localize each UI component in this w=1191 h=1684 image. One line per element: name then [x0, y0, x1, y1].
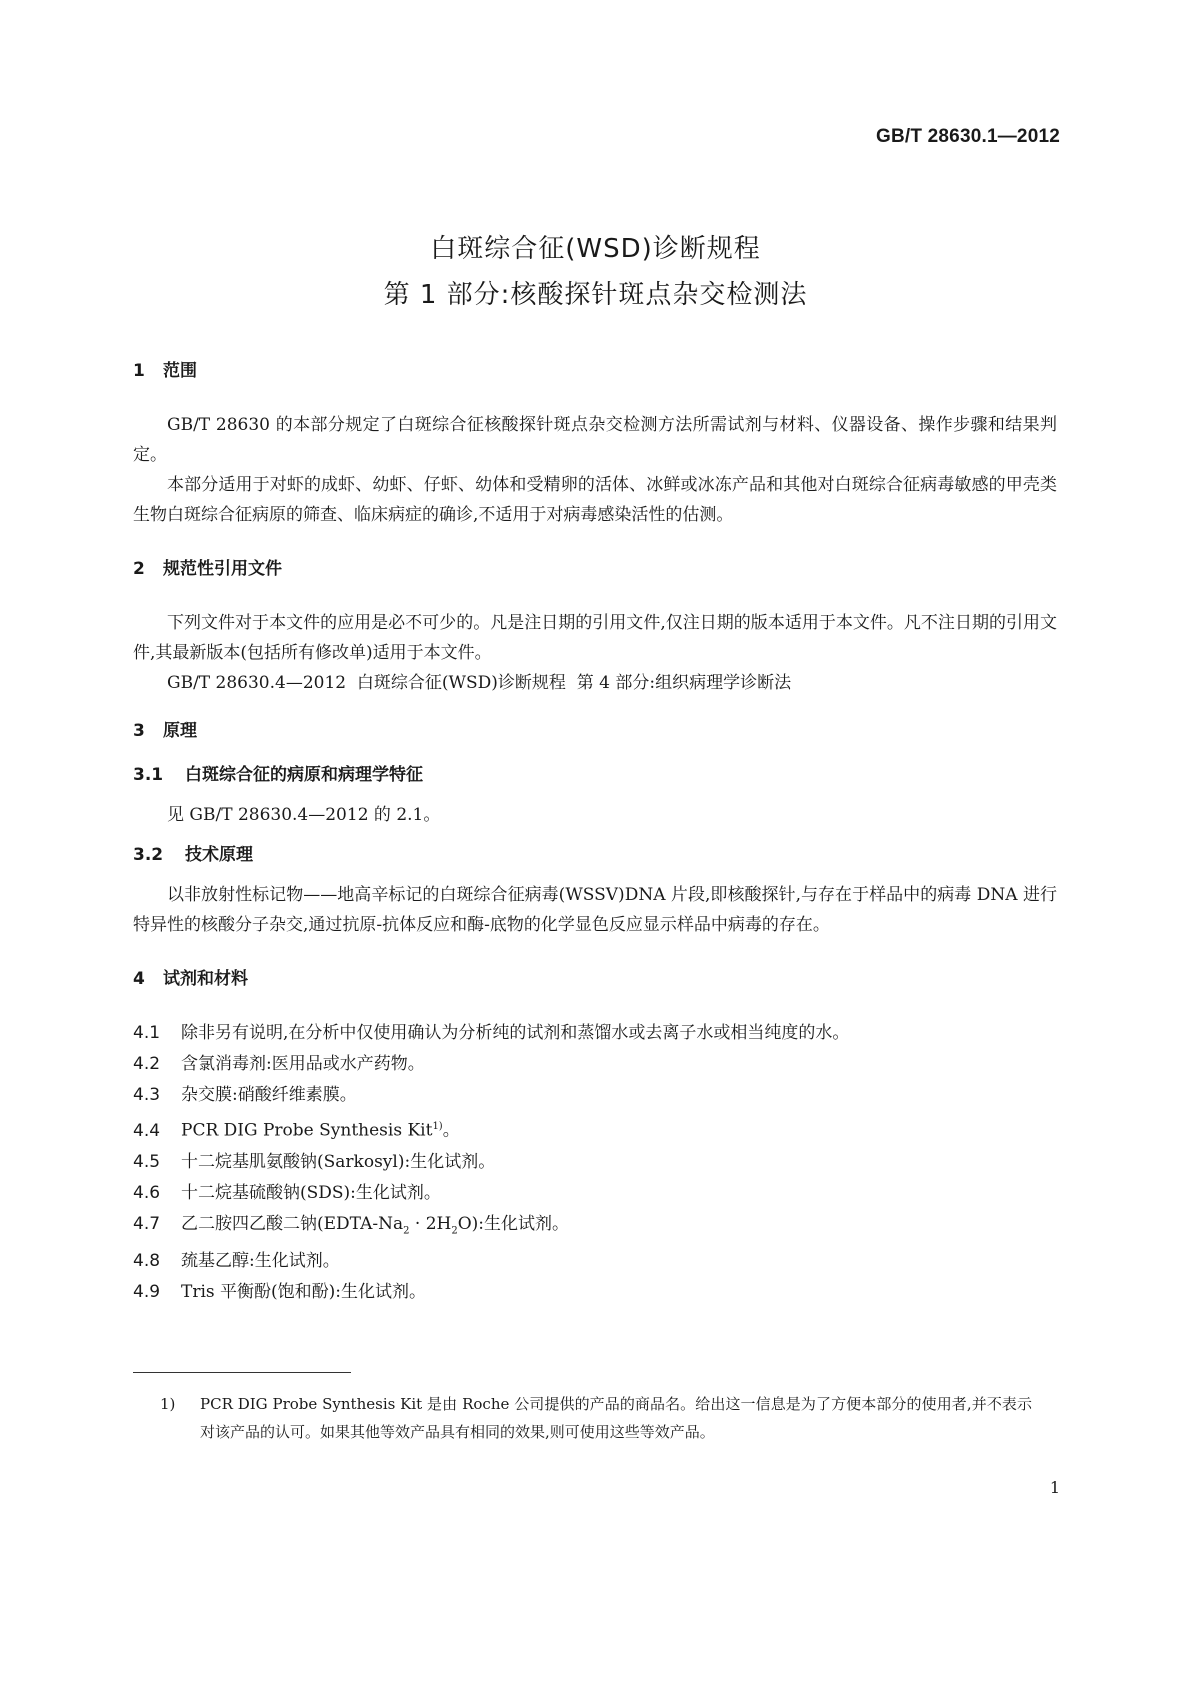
item-text: 杂交膜:硝酸纤维素膜。 [181, 1085, 357, 1105]
section-title: 原理 [163, 721, 197, 741]
item-number: 4.8 [133, 1251, 161, 1272]
section-number: 2 [133, 559, 145, 579]
item-number: 4.7 [133, 1213, 161, 1234]
page-number: 1 [1049, 1478, 1060, 1497]
standard-number: GB/T 28630.1—2012 [875, 126, 1060, 147]
footnote [160, 1390, 1040, 1446]
subscript: 2 [451, 1225, 458, 1237]
item-text: 十二烷基肌氨酸钠(Sarkosyl):生化试剂。 [181, 1151, 496, 1172]
item-text: 含氯消毒剂:医用品或水产药物。 [181, 1054, 425, 1074]
subscript: 2 [403, 1225, 410, 1237]
paragraph: 以非放射性标记物——地高辛标记的白斑综合征病毒(WSSV)DNA 片段,即核酸探针,与存在于样品中的病毒 DNA 进行特异性的核酸分子杂交,通过抗原-抗体反应和酶-底物的化学显色反应显示样品中病毒的存在。 [133, 885, 1057, 935]
list-item [133, 1147, 1057, 1178]
section-number: 1 [133, 361, 145, 381]
list-item [133, 1049, 1057, 1080]
subsection-3-2-heading [133, 844, 1057, 866]
footnote-text: PCR DIG Probe Synthesis Kit 是由 Roche 公司提供的产品的商品名。给出这一信息是为了方便本部分的使用者,并不表示对该产品的认可。如果其他等效产品具有相同的效果,则可使用这些等效产品。 [200, 1395, 1032, 1441]
subsection-3-1-heading [133, 764, 1057, 786]
section-title: 规范性引用文件 [163, 559, 282, 579]
section-number: 4 [133, 969, 145, 989]
item-number: 4.5 [133, 1151, 161, 1172]
document-title-line2: 第 1 部分:核酸探针斑点杂交检测法 [383, 280, 808, 310]
section-title: 试剂和材料 [163, 969, 248, 989]
list-item [133, 1246, 1057, 1277]
document-body [133, 360, 1057, 1308]
subsection-title: 技术原理 [185, 845, 253, 865]
list-item [133, 1277, 1057, 1308]
list-item [133, 1018, 1057, 1049]
section-2-heading [133, 558, 1057, 580]
paragraph: 下列文件对于本文件的应用是必不可少的。凡是注日期的引用文件,仅注日期的版本适用于本文件。凡不注日期的引用文件,其最新版本(包括所有修改单)适用于本文件。 [133, 613, 1057, 663]
section-4-heading [133, 968, 1057, 990]
list-item [133, 1080, 1057, 1111]
document-title-line1: 白斑综合征(WSD)诊断规程 [430, 234, 761, 264]
item-number: 4.3 [133, 1085, 161, 1105]
item-number: 4.6 [133, 1182, 161, 1203]
paragraph: GB/T 28630 的本部分规定了白斑综合征核酸探针斑点杂交检测方法所需试剂与材料、仪器设备、操作步骤和结果判定。 [133, 415, 1057, 465]
item-text: PCR DIG Probe Synthesis Kit [181, 1120, 433, 1141]
section-3-heading [133, 720, 1057, 742]
item-text: · 2H [409, 1213, 452, 1234]
footnote-ref: 1) [432, 1121, 443, 1132]
item-text-tail: 。 [442, 1120, 460, 1141]
subsection-title: 白斑综合征的病原和病理学特征 [185, 765, 423, 785]
section-1-heading [133, 360, 1057, 382]
footnote-mark: 1) [160, 1395, 176, 1413]
item-text: 十二烷基硫酸钠(SDS):生化试剂。 [181, 1182, 441, 1203]
list-item [133, 1178, 1057, 1209]
list-item [133, 1209, 1057, 1246]
section-number: 3 [133, 721, 145, 741]
subsection-number: 3.2 [133, 845, 164, 865]
item-text: 除非另有说明,在分析中仅使用确认为分析纯的试剂和蒸馏水或去离子水或相当纯度的水。 [181, 1023, 850, 1043]
item-number: 4.9 [133, 1282, 161, 1303]
item-number: 4.2 [133, 1054, 161, 1074]
paragraph: 见 GB/T 28630.4—2012 的 2.1。 [167, 805, 441, 825]
item-text: 巯基乙醇:生化试剂。 [181, 1251, 340, 1272]
item-number: 4.4 [133, 1120, 161, 1141]
list-item [133, 1111, 1057, 1147]
item-number: 4.1 [133, 1023, 161, 1043]
reference-entry: GB/T 28630.4—2012 白斑综合征(WSD)诊断规程 第 4 部分:组织病理学诊断法 [167, 673, 792, 693]
item-text: Tris 平衡酚(饱和酚):生化试剂。 [181, 1282, 427, 1303]
subsection-number: 3.1 [133, 765, 164, 785]
item-text: O):生化试剂。 [457, 1213, 570, 1234]
footnote-divider [133, 1372, 351, 1373]
item-text: 乙二胺四乙酸二钠(EDTA-Na [181, 1213, 404, 1234]
section-title: 范围 [163, 361, 197, 381]
paragraph: 本部分适用于对虾的成虾、幼虾、仔虾、幼体和受精卵的活体、冰鲜或冰冻产品和其他对白斑综合征病毒敏感的甲壳类生物白斑综合征病原的筛查、临床病症的确诊,不适用于对病毒感染活性的估测。 [133, 475, 1057, 525]
